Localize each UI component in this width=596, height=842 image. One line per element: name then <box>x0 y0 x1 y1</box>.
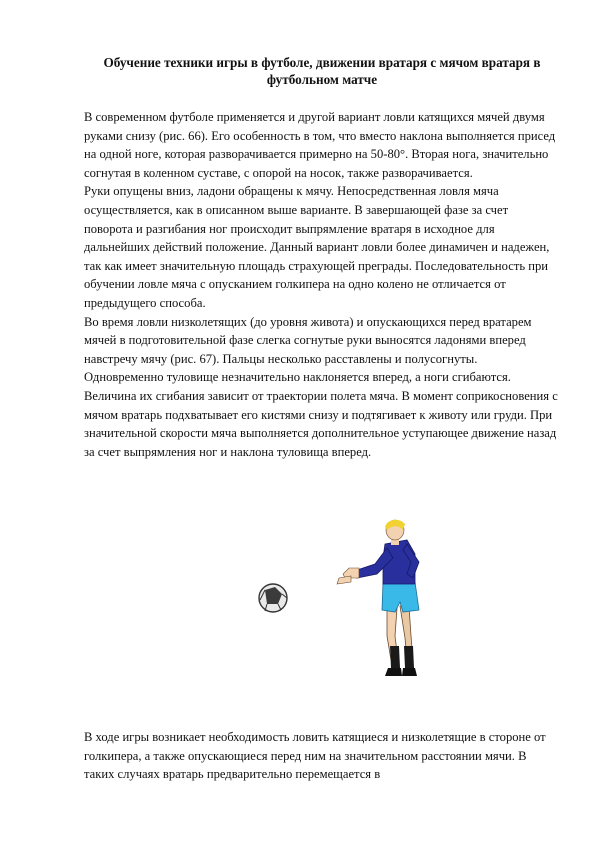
football-ball <box>259 584 287 612</box>
body-text <box>84 108 560 461</box>
bottom-text <box>84 728 560 784</box>
page-title: Обучение техники игры в футболе, движении вратаря с мячом вратаря в футбольном матче <box>103 55 541 87</box>
goalkeeper-illustration <box>199 518 457 710</box>
paragraph: В современном футболе применяется и другой вариант ловли катящихся мячей двумя руками снизу (рис. 66). Его особенность в том, что вместо наклона выполняется присед на одной ноге, которая разворачивается примерно на 50-80°. Вторая нога, значительно согнутая в коленном суставе, с опорой на носок, также разворачивается. <box>84 110 556 180</box>
paragraph: Руки опущены вниз, ладони обращены к мячу. Непосредственная ловля мяча осуществляется, как в описанном выше варианте. В завершающей фазе за счет поворота и разгибания ног происходит выпрямление вратаря в исходное для дальнейших действий положение. Данный вариант ловли более динамичен и надежен, так как имеет значительную площадь страхующей преграды. Последовательность при обучении ловле мяча с опусканием голкипера на одно колено не отличается от предыдущего способа. <box>84 184 550 310</box>
goalkeeper-figure <box>337 520 419 676</box>
paragraph: В ходе игры возникает необходимость ловить катящиеся и низколетящие в стороне от голкипера, а также опускающиеся перед ним на значительном расстоянии мячи. В таких случаях вратарь предварительно перемещается в <box>84 730 546 782</box>
paragraph: Во время ловли низколетящих (до уровня живота) и опускающихся перед вратарем мячей в подготовительной фазе слегка согнутые руки выносятся ладонями вперед навстречу мячу (рис. 67). Пальцы несколько расставлены и полусогнуты. Одновременно туловище незначительно наклоняется вперед, а ноги сгибаются. Величина их сгибания зависит от траектории полета мяча. В момент соприкосновения с мячом вратарь подхватывает его кистями снизу и подтягивает к животу или груди. При значительной скорости мяча выполняется дополнительное уступающее движение назад за счет выпрямления ног и наклона туловища вперед. <box>84 314 558 459</box>
